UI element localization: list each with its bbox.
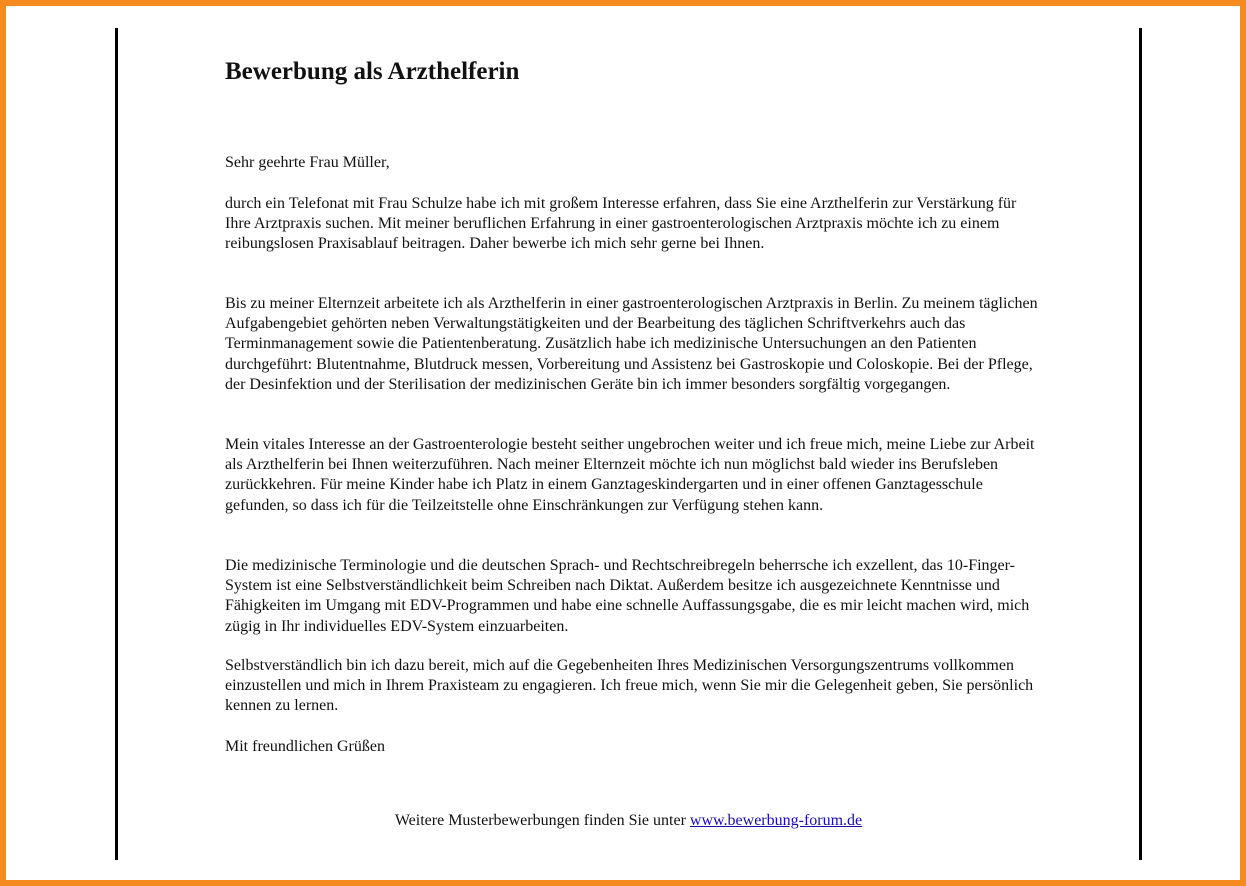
footer-note bbox=[118, 811, 1139, 831]
letter-paragraph-5: Selbstverständlich bin ich dazu bereit, mich auf die Gegebenheiten Ihres Medizinischen Versorgungszentrums vollkommen einzustellen und mich in Ihrem Praxisteam zu engagieren. Ich freue mich, wenn Sie mir die Gelegenheit geben, Sie persönlich kennen zu lernen. bbox=[225, 657, 1034, 715]
letter-paragraph-3: Mein vitales Interesse an der Gastroenterologie besteht seither ungebrochen weiter und ich freue mich, meine Liebe zur Arbeit als Arzthelferin bei Ihnen weiterzuführen. Nach meiner Elternzeit möchte ich nun möglichst bald wieder ins Berufsleben zurückkehren. Für meine Kinder habe ich Platz in einem Ganztageskindergarten und in einer offenen Ganztagesschule gefunden, so dass ich für die Teilzeitstelle ohne Einschränkungen zur Verfügung stehen kann. bbox=[225, 436, 1035, 514]
letter-salutation: Sehr geehrte Frau Müller, bbox=[225, 154, 390, 171]
left-margin-rule bbox=[115, 28, 118, 860]
letter-closing: Mit freundlichen Grüßen bbox=[225, 738, 385, 755]
letter-paragraph-4: Die medizinische Terminologie und die deutschen Sprach- und Rechtschreibregeln beherrsche ich exzellent, das 10-Finger-System ist eine Selbstverständlichkeit beim Schreiben nach Diktat. Außerdem besitze ich ausgezeichnete Kenntnisse und Fähigkeiten im Umgang mit EDV-Programmen und habe eine schnelle Auffassungsgabe, die es mir leicht machen wird, mich zügig in Ihr individuelles EDV-System einzuarbeiten. bbox=[225, 557, 1030, 635]
footer-link[interactable]: www.bewerbung-forum.de bbox=[689, 812, 863, 829]
letter-body bbox=[225, 56, 1045, 755]
letter-paragraph-2: Bis zu meiner Elternzeit arbeitete ich als Arzthelferin in einer gastroenterologischen Arztpraxis in Berlin. Zu meinem täglichen Aufgabengebiet gehörten neben Verwaltungstätigkeiten und der Bearbeitung des täglichen Schriftverkehrs auch das Terminmanagement sowie die Patientenberatung. Zusätzlich habe ich medizinische Untersuchungen an den Patienten durchgeführt: Blutentnahme, Blutdruck messen, Vorbereitung und Assistenz bei Gastroskopie und Coloskopie. Bei der Pflege, der Desinfektion und der Sterilisation der medizinischen Geräte bin ich immer besonders sorgfältig vorgegangen. bbox=[225, 295, 1038, 393]
letter-paragraph-1: durch ein Telefonat mit Frau Schulze habe ich mit großem Interesse erfahren, dass Sie eine Arzthelferin zur Verstärkung für Ihre Arztpraxis suchen. Mit meiner beruflichen Erfahrung in einer gastroenterologischen Arztpraxis möchte ich zu einem reibungslosen Praxisablauf beitragen. Daher bewerbe ich mich sehr gerne bei Ihnen. bbox=[225, 195, 1017, 253]
right-margin-rule bbox=[1139, 28, 1142, 860]
letter-title: Bewerbung als Arzthelferin bbox=[225, 58, 520, 85]
footer-text: Weitere Musterbewerbungen finden Sie unter bbox=[394, 812, 686, 829]
